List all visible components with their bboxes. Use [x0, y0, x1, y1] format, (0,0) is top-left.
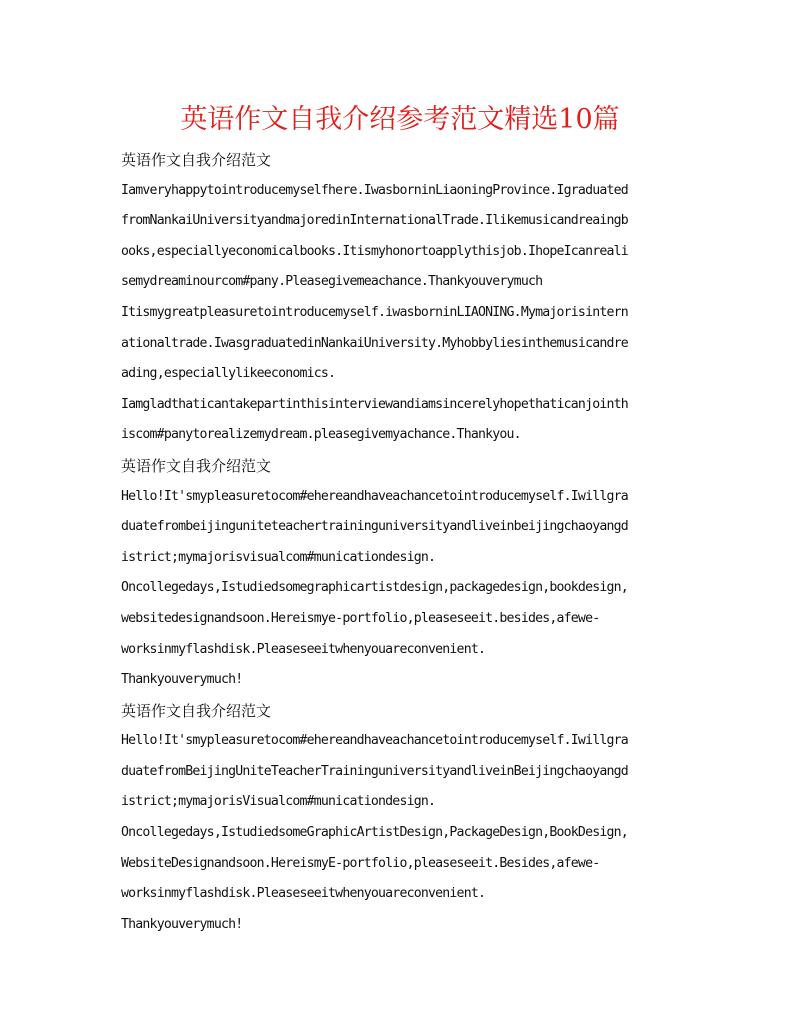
body-text-line: Oncollegedays,IstudiedsomeGraphicArtistDesign,PackageDesign,BookDesign,	[121, 825, 628, 841]
body-text-line: ooks,especiallyeconomicalbooks.Itismyhonortoapplythisjob.IhopeIcanreali	[121, 243, 628, 259]
section-heading: 英语作文自我介绍范文	[121, 456, 272, 475]
body-text-line: Hello!It'smypleasuretocom#ehereandhaveachancetointroducemyself.Iwillgra	[121, 733, 628, 749]
body-text-line: Hello!It'smypleasuretocom#ehereandhaveachancetointroducemyself.Iwillgra	[121, 488, 628, 504]
body-text-line: WebsiteDesignandsoon.HereismyE-portfolio,pleaseseeit.Besides,afewe-	[121, 855, 600, 871]
body-text-line: duatefrombeijinguniteteachertraininguniversityandliveinbeijingchaoyangd	[121, 519, 628, 535]
section-heading: 英语作文自我介绍范文	[121, 701, 272, 720]
body-text-line: Thankyouverymuch!	[121, 672, 243, 688]
body-text-line: ading,especiallylikeeconomics.	[121, 366, 336, 382]
body-text-line: Oncollegedays,Istudiedsomegraphicartistdesign,packagedesign,bookdesign,	[121, 580, 628, 596]
document-title: 英语作文自我介绍参考范文精选10篇	[180, 104, 620, 135]
body-text-line: Iamgladthaticantakepartinthisinterviewandiamsincerelyhopethaticanjointh	[121, 396, 628, 412]
body-text-line: istrict;mymajorisVisualcom#municationdesign.	[121, 794, 436, 810]
document-body	[121, 145, 683, 940]
body-text-line: duatefromBeijingUniteTeacherTraininguniversityandliveinBeijingchaoyangd	[121, 763, 628, 779]
body-text-line: websitedesignandsoon.Hereismye-portfolio,pleaseseeit.besides,afewe-	[121, 610, 600, 626]
body-text-line: Itismygreatpleasuretointroducemyself.iwasborninLIAONING.Mymajorisintern	[121, 304, 628, 320]
body-text-line: istrict;mymajorisvisualcom#municationdesign.	[121, 549, 436, 565]
body-text-line: worksinmyflashdisk.Pleaseseeitwhenyouareconvenient.	[121, 641, 486, 657]
body-text-line: Thankyouverymuch!	[121, 916, 243, 932]
body-text-line: semydreaminourcom#pany.Pleasegivemeachance.Thankyouverymuch	[121, 274, 543, 290]
body-text-line: ationaltrade.IwasgraduatedinNankaiUniversity.Myhobbyliesinthemusicandre	[121, 335, 628, 351]
body-text-line: worksinmyflashdisk.Pleaseseeitwhenyouareconvenient.	[121, 886, 486, 902]
body-text-line: iscom#panytorealizemydream.pleasegivemyachance.Thankyou.	[121, 427, 521, 443]
body-text-line: Iamveryhappytointroducemyselfhere.IwasborninLiaoningProvince.Igraduated	[121, 182, 628, 198]
section-heading: 英语作文自我介绍范文	[121, 151, 272, 169]
body-text-line: fromNankaiUniversityandmajoredinInternationalTrade.Ilikemusicandreaingb	[121, 213, 628, 229]
